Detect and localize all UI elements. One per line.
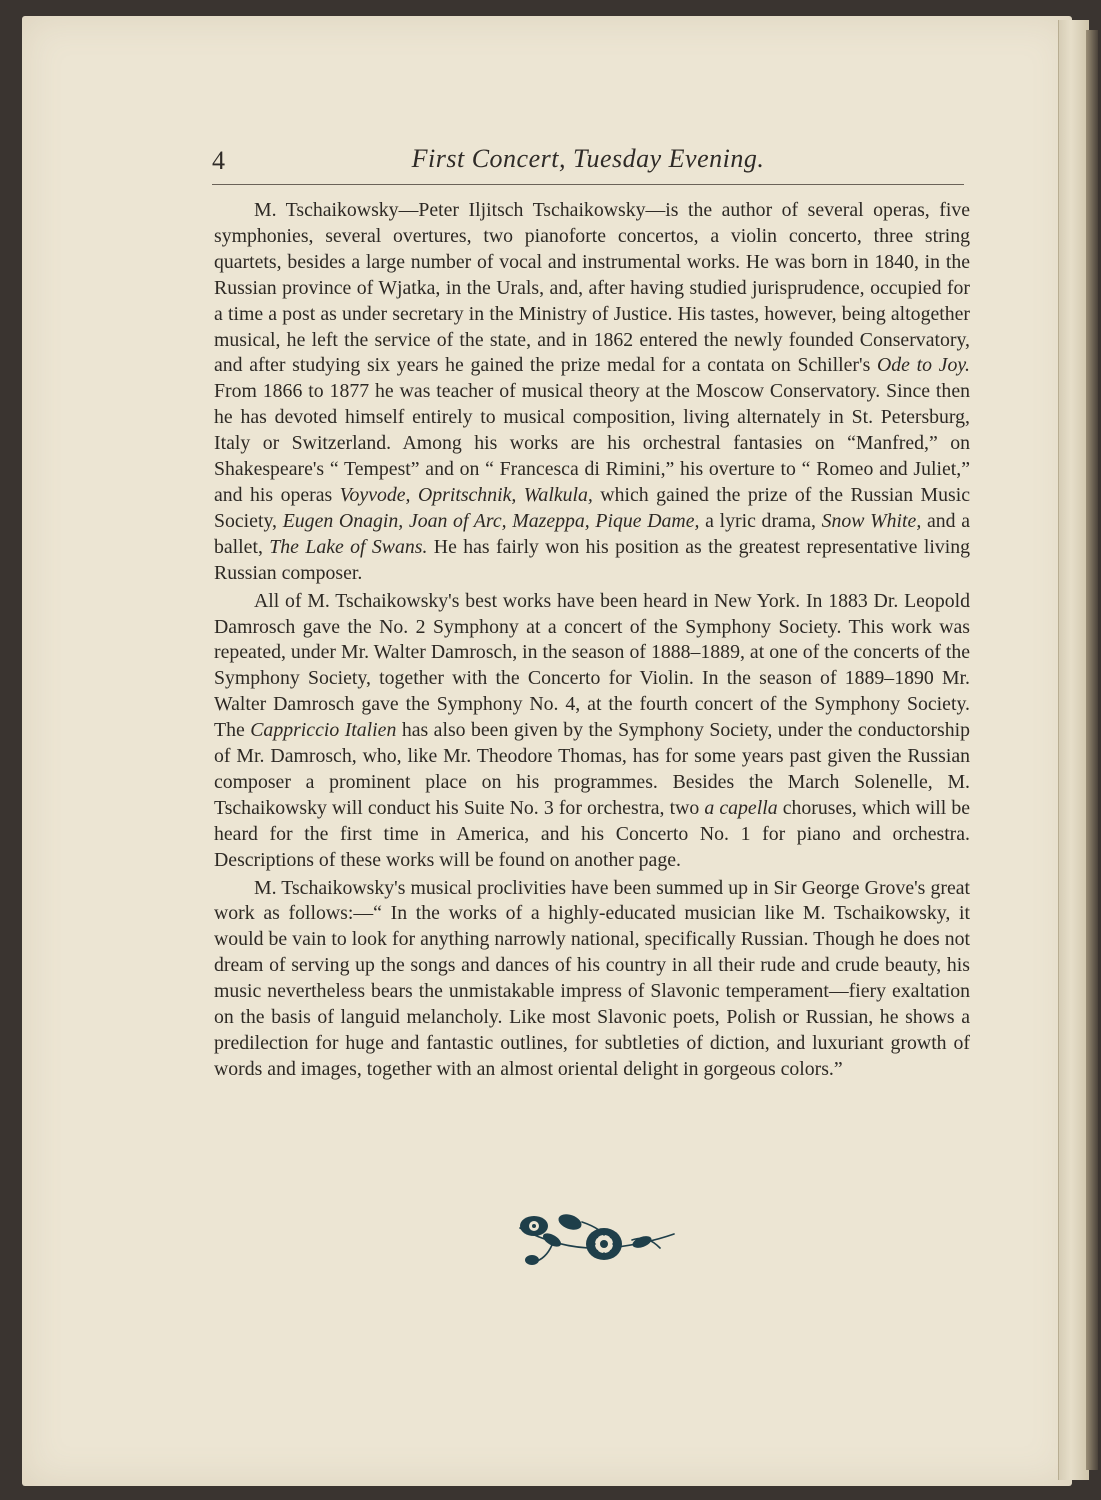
page-header <box>212 142 964 185</box>
text-run: M. Tschaikowsky's musical proclivities have been summed up in Sir George Grove's great work as follows:—“ In the works of a highly-educated musician like M. Tschaikowsky, it would be vain to look for anything narrowly national, specifically Russian. Though he does not dream of serving up the songs and dances of his country in all their rude and crude beauty, his music nevertheless bears the unmistakable impress of Slavonic temperament—fiery exaltation on the basis of languid melancholy. Like most Slavonic poets, Polish or Russian, he shows a predilection for huge and fantastic outlines, for subtleties of diction, and luxuriant growth of words and images, together with an almost oriental delight in gorgeous colors.” <box>214 876 970 1080</box>
italic-title: Eugen Onagin, Joan of Arc, Mazeppa, Pique Dame, <box>282 509 700 532</box>
article-body <box>214 198 970 1085</box>
text-run: a lyric drama, <box>699 509 822 532</box>
italic-title: a capella <box>704 796 778 819</box>
text-run: From 1866 to 1877 he was teacher of musical theory at the Moscow Conservatory. Since then he has devoted himself entirely to musical composition, living alternately in St. Petersburg, Italy or Switzerland. Among his works are his orchestral fantasies on “Manfred,” on Shakespeare's “ Tempest” and on “ Francesca di Rimini,” his overture to “ Romeo and Juliet,” and his operas <box>214 380 970 506</box>
italic-title: The Lake of Swans. <box>269 535 428 558</box>
text-run: choruses, which will be heard for the first time in America, and his Concerto No. 1 for piano and orchestra. Descriptions of these works will be found on another page. <box>214 796 970 871</box>
italic-title: Snow White, <box>821 509 922 532</box>
floral-ornament-icon <box>512 1210 677 1270</box>
running-title: First Concert, Tuesday Evening. <box>411 144 765 173</box>
text-run: All of M. Tschaikowsky's best works have been heard in New York. In 1883 Dr. Leopold Damrosch gave the No. 2 Symphony at a concert of the Symphony Society. This work was repeated, under Mr. Walter Damrosch, in the season of 1888–1889, at one of the concerts of the Symphony Society, together with the Concerto for Violin. In the season of 1889–1890 Mr. Walter Damrosch gave the Symphony No. 4, at the fourth concert of the Symphony Society. The <box>214 589 970 742</box>
text-run: and a ballet, <box>214 509 971 558</box>
italic-title: Ode to Joy. <box>876 354 970 377</box>
paragraph-grove-quote <box>214 876 970 1083</box>
text-run: M. Tschaikowsky—Peter Iljitsch Tschaikowsky—is the author of several operas, five symphonies, several overtures, two pianoforte concertos, a violin concerto, three string quartets, besides a large number of vocal and instrumental works. He was born in 1840, in the Russian province of Wjatka, in the Urals, and, after having studied jurisprudence, occupied for a time a post as under secretary in the Ministry of Justice. His tastes, however, being altogether musical, he left the service of the state, and in 1862 entered the newly founded Conservatory, and after studying six years he gained the prize medal for a contata on Schiller's <box>214 199 970 377</box>
text-run: has also been given by the Symphony Society, under the conductorship of Mr. Damrosch, who, like Mr. Theodore Thomas, has for some years past given the Russian composer a prominent place on his programmes. Besides the March Solenelle, M. Tschaikowsky will conduct his Suite No. 3 for orchestra, two <box>214 719 971 819</box>
binding-shadow <box>1086 30 1098 1470</box>
text-run: which gained the prize of the Russian Music Society, <box>214 483 971 532</box>
italic-title: Voyvode, Opritschnik, Walkula, <box>339 483 593 506</box>
paragraph-new-york-performances <box>214 589 970 874</box>
page-number: 4 <box>212 146 225 175</box>
paragraph-tschaikowsky-biography <box>214 198 970 587</box>
italic-title: Cappriccio Italien <box>250 719 397 742</box>
text-run: He has fairly won his position as the greatest representative living Russian composer. <box>214 535 970 584</box>
page-edge <box>1058 20 1089 1480</box>
